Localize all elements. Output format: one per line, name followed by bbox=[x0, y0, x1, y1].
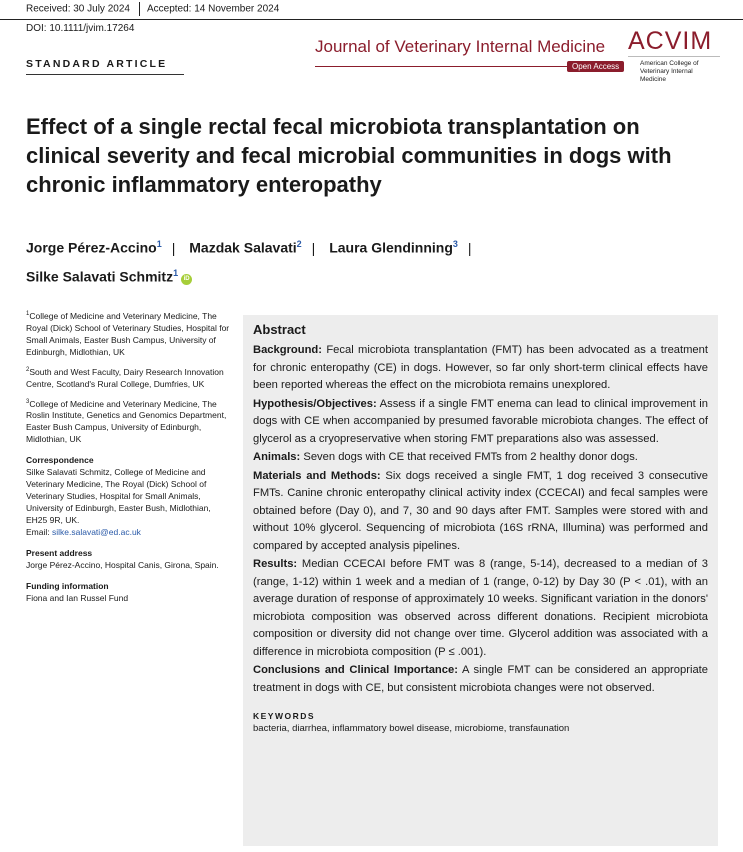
article-title: Effect of a single rectal fecal microbiota transplantation on clinical severity and fecal microbial communities in dogs with chronic inflammatory enteropathy bbox=[26, 114, 672, 197]
abstract-heading: Abstract bbox=[253, 322, 306, 337]
keywords: bacteria, diarrhea, inflammatory bowel disease, microbiome, transfaunation bbox=[253, 723, 570, 734]
author-affiliation-ref[interactable]: 2 bbox=[296, 239, 302, 249]
abstract-section: Results: Median CCECAI before FMT was 8 (range, 5-14), decreased to a median of 3 (range, 1-12) within 1 week and a median of 1 (range, 0-12) by Day 30 (P < .01), with an average duration of response of approximately 10 weeks. Significant variation in the donors' microbiota composition was observed across different donations. Recipient microbiota composition or diversity did not change over time. Glycerol addition was associated with a difference in microbiota composition (P ≤ .001). bbox=[253, 558, 708, 658]
abstract-section: Hypothesis/Objectives: Assess if a single FMT enema can lead to clinical improvement in dogs with CE when accompanied by presumed favorable microbiota changes. The effect of glycerol as a cryopreservative when storing FMT preparations also was assessed. bbox=[253, 397, 708, 445]
funding-text: Fiona and Ian Russel Fund bbox=[26, 593, 129, 604]
author-name[interactable]: Jorge Pérez-Accino bbox=[26, 239, 157, 256]
article-dates bbox=[26, 2, 279, 16]
affiliation: $^3$College of Medicine and Veterinary Medicine, The Roslin Institute, Genetics and Genomics Department, Easter Bush Campus, University of Edinburgh, Midlothian, UK bbox=[26, 398, 227, 445]
correspondence-heading: Correspondence bbox=[26, 455, 94, 466]
author-affiliation-ref[interactable]: 1 bbox=[156, 239, 162, 249]
journal-name[interactable]: Journal of Veterinary Internal Medicine bbox=[315, 37, 606, 56]
author-affiliation-ref[interactable]: 1 bbox=[173, 267, 179, 278]
abstract-box bbox=[243, 315, 718, 846]
author-separator: | bbox=[467, 239, 472, 256]
present-address-heading: Present address bbox=[26, 548, 93, 559]
doi[interactable]: DOI: 10.1111/jvim.17264 bbox=[26, 23, 135, 34]
email-link[interactable]: silke.salavati@ed.ac.uk bbox=[51, 527, 141, 538]
logo-rule bbox=[628, 56, 720, 57]
present-address bbox=[26, 547, 231, 571]
orcid-icon[interactable]: iD bbox=[181, 274, 192, 285]
author-name[interactable]: Silke Salavati Schmitz bbox=[26, 268, 174, 285]
date-divider bbox=[139, 2, 140, 16]
funding-information bbox=[26, 580, 231, 604]
author-name[interactable]: Mazdak Salavati bbox=[189, 239, 297, 256]
email-label: Email: bbox=[26, 527, 52, 538]
received-date: Received: 30 July 2024 bbox=[26, 3, 130, 15]
author-separator: | bbox=[311, 239, 316, 256]
funding-heading: Funding information bbox=[26, 581, 109, 592]
keywords-heading: KEYWORDS bbox=[253, 711, 316, 721]
author-separator: | bbox=[171, 239, 176, 256]
correspondence bbox=[26, 454, 231, 538]
article-type-rule bbox=[26, 74, 184, 75]
affiliation: $^1$College of Medicine and Veterinary Medicine, The Royal (Dick) School of Veterinary Studies, Hospital for Small Animals, Easter Bush Campus, University of Edinburgh, Midlothian, UK bbox=[26, 310, 230, 357]
abstract-section: Background: Fecal microbiota transplantation (FMT) has been advocated as a treatment for chronic enteropathy (CE) in dogs. However, so far only short-term clinical effects have been reported whereas the effect on the microbiota remains unexplored. bbox=[253, 344, 708, 391]
author-list bbox=[26, 232, 646, 289]
author-affiliation-ref[interactable]: 3 bbox=[452, 239, 458, 249]
affiliations-sidebar bbox=[26, 308, 231, 613]
acvim-logo-subtitle: American College of Veterinary Internal Medicine bbox=[640, 60, 699, 83]
acvim-logo-text: ACVIM bbox=[628, 27, 713, 55]
abstract-section: Animals: Seven dogs with CE that received FMTs from 2 healthy donor dogs. bbox=[253, 451, 638, 463]
abstract-section: Conclusions and Clinical Importance: A single FMT can be considered an appropriate treatment in dogs with CE, but consistent microbiota changes were not observed. bbox=[253, 664, 708, 694]
accepted-date: Accepted: 14 November 2024 bbox=[146, 3, 280, 15]
acvim-logo bbox=[628, 29, 720, 87]
article-type: STANDARD ARTICLE bbox=[26, 58, 168, 70]
present-address-text: Jorge Pérez-Accino, Hospital Canis, Girona, Spain. bbox=[26, 560, 219, 571]
open-access-badge: Open Access bbox=[567, 61, 624, 72]
affiliation: $^2$South and West Faculty, Dairy Research Innovation Centre, Scotland's Rural College, Dumfries, UK bbox=[26, 366, 224, 389]
author-name[interactable]: Laura Glendinning bbox=[329, 239, 453, 256]
correspondence-text: Silke Salavati Schmitz, College of Medicine and Veterinary Medicine, The Royal (Dick) School of Veterinary Studies, Hospital for Small Animals, University of Edinburgh, Easter Bush, Midlothian, EH25 9R, UK. bbox=[26, 467, 211, 526]
header-rule bbox=[0, 19, 743, 20]
abstract-section: Materials and Methods: Six dogs received a single FMT, 1 dog received 3 consecutive FMTs. Canine chronic enteropathy clinical activity index (CCECAI) and fecal samples were obtained before (Day 0), and 7, 30 and 90 days after FMT. Samples were stored with and without 10% glycerol. Sequencing of microbiota (16S rRNA, Illumina) was performed and compared by accepted analysis pipelines. bbox=[253, 469, 708, 552]
